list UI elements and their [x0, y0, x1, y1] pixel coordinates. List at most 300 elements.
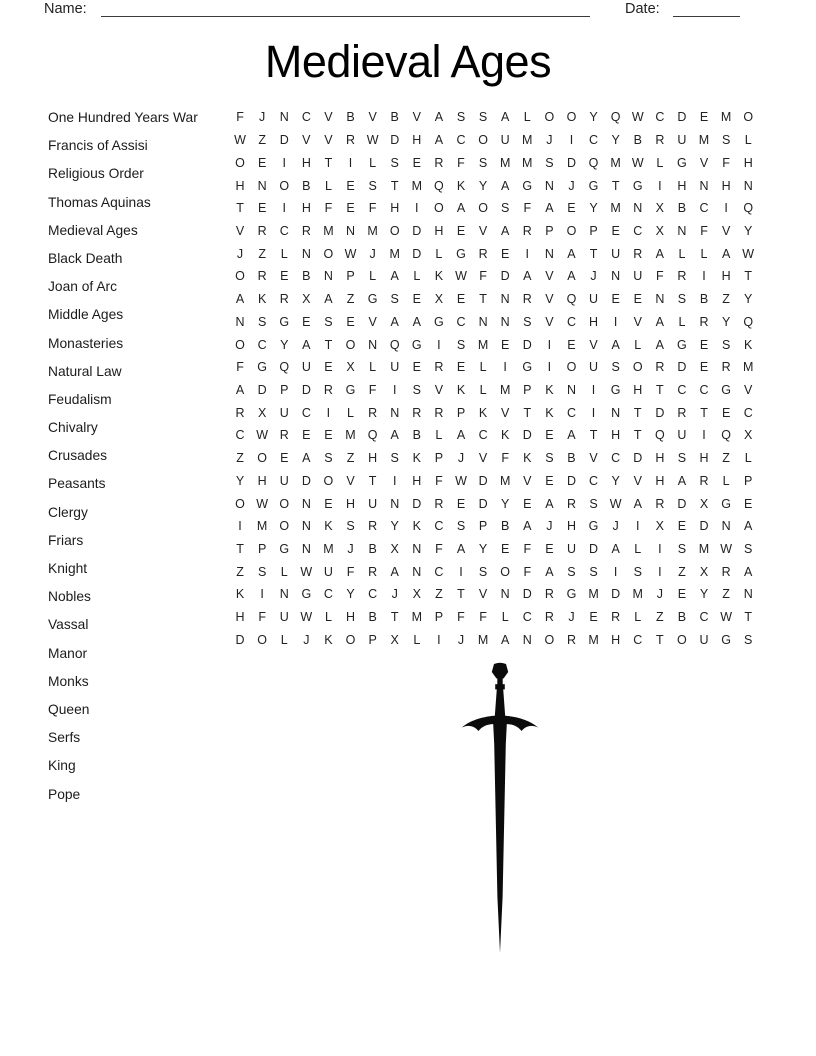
grid-letter: H	[301, 201, 311, 216]
grid-letter: R	[346, 133, 356, 148]
grid-letter: E	[523, 496, 532, 511]
grid-letter: A	[434, 110, 444, 125]
grid-letter: D	[412, 246, 422, 261]
grid-letter: E	[346, 178, 355, 193]
grid-letter: V	[721, 223, 731, 238]
grid-letter: V	[699, 155, 709, 170]
grid-letter: W	[366, 133, 379, 148]
grid-letter: M	[698, 542, 710, 557]
word-item: Black Death	[48, 250, 123, 266]
grid-letter: C	[456, 314, 466, 329]
grid-letter: C	[301, 110, 311, 125]
grid-letter: Z	[722, 587, 730, 602]
grid-letter: B	[346, 110, 355, 125]
grid-letter: O	[235, 155, 245, 170]
grid-letter: Y	[478, 178, 488, 193]
grid-letter: C	[456, 133, 466, 148]
grid-letter: T	[390, 610, 399, 625]
grid-letter: O	[677, 632, 687, 647]
grid-letter: D	[412, 223, 422, 238]
word-item: Natural Law	[48, 363, 122, 379]
word-item: Peasants	[48, 476, 106, 492]
grid-letter: D	[677, 110, 687, 125]
word-item: Serfs	[48, 730, 81, 746]
grid-letter: E	[677, 587, 687, 602]
grid-letter: M	[411, 610, 422, 625]
grid-letter: V	[478, 451, 488, 466]
grid-letter: N	[301, 519, 311, 534]
grid-letter: E	[699, 337, 709, 352]
grid-letter: O	[632, 360, 643, 375]
grid-letter: T	[236, 201, 244, 216]
grid-letter: Q	[588, 155, 599, 170]
grid-letter: W	[455, 269, 467, 284]
grid-letter: E	[346, 201, 355, 216]
grid-letter: H	[721, 269, 731, 284]
grid-letter: F	[523, 201, 532, 216]
grid-letter: J	[568, 610, 575, 625]
grid-letter: J	[236, 246, 244, 261]
grid-letter: W	[300, 564, 313, 579]
grid-letter: P	[434, 610, 444, 625]
grid-letter: Y	[478, 542, 488, 557]
grid-letter: X	[412, 587, 421, 602]
grid-letter: R	[677, 405, 687, 420]
grid-letter: P	[280, 382, 289, 397]
grid-letter: S	[390, 292, 399, 307]
grid-letter: A	[235, 292, 245, 307]
grid-letter: I	[437, 337, 441, 352]
grid-letter: R	[655, 496, 665, 511]
grid-letter: M	[610, 155, 621, 170]
grid-letter: L	[280, 564, 288, 579]
sword-silhouette	[462, 663, 538, 953]
grid-letter: T	[523, 405, 532, 420]
grid-letter: I	[591, 405, 596, 420]
grid-letter: J	[546, 519, 553, 534]
grid-letter: N	[611, 269, 621, 284]
grid-letter: A	[235, 382, 245, 397]
grid-letter: I	[658, 564, 662, 579]
grid-letter: M	[588, 632, 599, 647]
grid-letter: W	[631, 155, 644, 170]
grid-letter: R	[434, 405, 444, 420]
grid-letter: R	[633, 246, 643, 261]
grid-letter: P	[346, 269, 355, 284]
grid-letter: D	[566, 155, 576, 170]
grid-letter: I	[459, 564, 463, 579]
grid-letter: Q	[279, 360, 290, 375]
word-item: Clergy	[48, 504, 88, 520]
grid-letter: A	[655, 314, 664, 329]
grid-letter: G	[279, 542, 290, 557]
grid-letter: D	[522, 428, 532, 443]
grid-letter: X	[390, 542, 399, 557]
grid-letter: V	[368, 110, 377, 125]
grid-letter: A	[434, 133, 444, 148]
grid-letter: G	[345, 382, 356, 397]
word-item: Francis of Assisi	[48, 138, 148, 154]
grid-letter: L	[678, 314, 686, 329]
grid-letter: H	[611, 428, 621, 443]
grid-letter: L	[324, 610, 332, 625]
grid-letter: S	[523, 314, 532, 329]
word-item: Monasteries	[48, 335, 124, 351]
grid-letter: F	[457, 610, 465, 625]
grid-letter: A	[456, 428, 466, 443]
grid-letter: T	[633, 405, 642, 420]
grid-letter: B	[699, 292, 709, 307]
grid-letter: P	[545, 223, 554, 238]
grid-letter: A	[545, 496, 554, 511]
grid-letter: O	[566, 360, 577, 375]
grid-letter: S	[633, 564, 642, 579]
grid-letter: E	[302, 314, 311, 329]
grid-letter: F	[435, 473, 443, 488]
grid-letter: E	[699, 360, 709, 375]
grid-letter: Q	[389, 337, 400, 352]
grid-letter: G	[721, 382, 731, 397]
grid-letter: J	[369, 246, 376, 261]
grid-letter: M	[477, 632, 489, 647]
grid-letter: L	[678, 246, 686, 261]
grid-letter: A	[744, 564, 753, 579]
grid-letter: E	[501, 542, 510, 557]
grid-letter: U	[677, 428, 687, 443]
grid-letter: G	[721, 632, 731, 647]
grid-letter: I	[702, 428, 706, 443]
grid-letter: L	[369, 360, 377, 375]
grid-letter: C	[235, 428, 245, 443]
grid-letter: D	[522, 337, 532, 352]
grid-letter: R	[522, 223, 532, 238]
grid-letter: E	[324, 428, 333, 443]
word-search-grid	[229, 106, 759, 651]
grid-letter: F	[501, 451, 509, 466]
grid-letter: O	[544, 632, 555, 647]
grid-letter: G	[610, 382, 621, 397]
grid-letter: S	[412, 382, 421, 397]
word-item: Monks	[48, 673, 89, 689]
grid-letter: F	[656, 269, 664, 284]
grid-letter: M	[411, 178, 422, 193]
grid-letter: C	[699, 610, 709, 625]
grid-letter: Q	[610, 110, 621, 125]
grid-letter: E	[412, 292, 421, 307]
grid-letter: K	[235, 587, 245, 602]
grid-letter: W	[609, 496, 622, 511]
grid-letter: Z	[258, 246, 266, 261]
date-fill-line	[673, 16, 740, 17]
grid-letter: H	[412, 473, 422, 488]
grid-letter: R	[655, 360, 665, 375]
grid-letter: G	[257, 360, 267, 375]
grid-letter: J	[347, 542, 354, 557]
grid-letter: E	[611, 292, 620, 307]
grid-letter: L	[700, 246, 708, 261]
grid-letter: M	[720, 110, 732, 125]
grid-letter: A	[324, 292, 333, 307]
grid-letter: J	[546, 133, 553, 148]
grid-letter: A	[390, 269, 399, 284]
grid-letter: A	[501, 223, 510, 238]
grid-letter: I	[326, 405, 331, 420]
grid-letter: K	[412, 519, 421, 534]
grid-letter: V	[434, 382, 444, 397]
grid-letter: L	[634, 542, 642, 557]
grid-letter: L	[347, 405, 354, 420]
grid-letter: P	[523, 382, 532, 397]
grid-letter: X	[302, 292, 311, 307]
grid-letter: A	[655, 246, 664, 261]
grid-letter: C	[301, 405, 311, 420]
grid-letter: W	[720, 610, 733, 625]
grid-letter: C	[566, 314, 576, 329]
grid-letter: R	[721, 360, 731, 375]
grid-letter: V	[545, 269, 554, 284]
grid-letter: M	[345, 428, 356, 443]
grid-letter: F	[236, 110, 244, 125]
grid-letter: D	[412, 496, 422, 511]
grid-letter: D	[566, 473, 576, 488]
grid-letter: D	[257, 382, 267, 397]
word-item: Friars	[48, 532, 84, 548]
grid-letter: A	[501, 110, 510, 125]
grid-letter: P	[368, 632, 377, 647]
grid-letter: B	[677, 610, 687, 625]
grid-letter: A	[611, 337, 620, 352]
grid-letter: A	[456, 542, 466, 557]
grid-letter: F	[236, 360, 244, 375]
grid-letter: H	[677, 178, 687, 193]
grid-letter: D	[589, 542, 599, 557]
grid-letter: X	[655, 223, 664, 238]
grid-letter: Q	[367, 428, 378, 443]
grid-letter: Q	[566, 292, 577, 307]
grid-letter: W	[256, 496, 269, 511]
grid-letter: A	[633, 496, 642, 511]
grid-letter: S	[677, 451, 687, 466]
grid-letter: W	[234, 133, 246, 148]
grid-letter: H	[611, 632, 621, 647]
grid-letter: K	[324, 632, 333, 647]
grid-letter: P	[478, 519, 488, 534]
grid-letter: F	[479, 610, 487, 625]
grid-letter: H	[633, 382, 643, 397]
grid-letter: H	[721, 178, 731, 193]
grid-letter: V	[633, 473, 642, 488]
grid-letter: N	[346, 223, 356, 238]
grid-letter: D	[500, 269, 510, 284]
grid-letter: A	[567, 269, 576, 284]
grid-letter: M	[499, 473, 511, 488]
grid-letter: U	[390, 360, 400, 375]
grid-letter: M	[632, 587, 643, 602]
grid-letter: O	[235, 269, 245, 284]
grid-letter: M	[698, 133, 710, 148]
grid-letter: T	[611, 178, 620, 193]
grid-letter: S	[346, 519, 355, 534]
grid-letter: D	[522, 587, 532, 602]
grid-letter: R	[257, 223, 267, 238]
grid-letter: W	[742, 246, 755, 261]
grid-letter: R	[699, 314, 709, 329]
grid-letter: F	[700, 223, 708, 238]
grid-letter: X	[699, 564, 709, 579]
grid-letter: U	[633, 269, 643, 284]
grid-letter: J	[391, 587, 398, 602]
grid-letter: C	[633, 632, 643, 647]
sword-icon	[461, 661, 539, 961]
grid-letter: G	[522, 360, 533, 375]
grid-letter: S	[589, 496, 598, 511]
grid-letter: E	[611, 223, 620, 238]
grid-letter: E	[412, 155, 421, 170]
grid-letter: V	[545, 314, 554, 329]
grid-letter: H	[257, 473, 267, 488]
word-item: Manor	[48, 645, 88, 661]
grid-letter: Q	[654, 428, 665, 443]
grid-letter: Y	[589, 201, 598, 216]
name-label: Name:	[44, 1, 87, 17]
grid-letter: J	[568, 178, 575, 193]
grid-letter: L	[634, 610, 642, 625]
grid-letter: L	[324, 178, 332, 193]
grid-letter: N	[301, 496, 311, 511]
grid-letter: S	[589, 564, 598, 579]
grid-letter: G	[588, 519, 599, 534]
grid-letter: Y	[611, 133, 620, 148]
word-item: Middle Ages	[48, 307, 124, 323]
grid-letter: N	[323, 269, 333, 284]
grid-letter: G	[566, 587, 577, 602]
grid-letter: A	[412, 314, 421, 329]
grid-letter: C	[434, 519, 444, 534]
grid-letter: I	[613, 314, 618, 329]
grid-letter: A	[567, 246, 576, 261]
grid-letter: L	[280, 246, 288, 261]
grid-letter: E	[324, 496, 333, 511]
grid-letter: I	[525, 246, 529, 261]
grid-letter: H	[434, 223, 444, 238]
grid-letter: L	[744, 133, 752, 148]
grid-letter: E	[545, 542, 554, 557]
grid-letter: V	[501, 405, 510, 420]
grid-letter: S	[721, 133, 731, 148]
grid-letter: U	[500, 133, 510, 148]
grid-letter: V	[744, 382, 753, 397]
grid-letter: O	[345, 632, 356, 647]
grid-letter: N	[611, 405, 621, 420]
grid-letter: M	[367, 223, 378, 238]
grid-letter: G	[411, 337, 422, 352]
grid-letter: N	[412, 542, 422, 557]
grid-letter: T	[700, 405, 708, 420]
grid-letter: G	[721, 496, 731, 511]
grid-letter: E	[280, 451, 289, 466]
grid-letter: G	[632, 178, 643, 193]
grid-letter: Y	[699, 587, 709, 602]
grid-letter: G	[301, 587, 312, 602]
grid-letter: N	[655, 292, 665, 307]
grid-letter: K	[744, 337, 753, 352]
grid-letter: R	[323, 382, 333, 397]
grid-letter: I	[503, 360, 507, 375]
grid-letter: K	[545, 405, 554, 420]
grid-letter: R	[478, 246, 488, 261]
grid-letter: R	[721, 564, 731, 579]
grid-letter: E	[721, 405, 731, 420]
grid-letter: S	[744, 542, 753, 557]
grid-letter: D	[677, 360, 687, 375]
grid-letter: H	[566, 519, 576, 534]
grid-letter: N	[633, 201, 643, 216]
grid-letter: E	[744, 496, 753, 511]
grid-letter: Y	[721, 314, 731, 329]
grid-letter: I	[591, 382, 596, 397]
grid-letter: Y	[346, 587, 355, 602]
grid-letter: F	[258, 610, 266, 625]
grid-letter: X	[655, 519, 664, 534]
grid-letter: S	[257, 314, 267, 329]
grid-letter: Y	[744, 223, 753, 238]
grid-letter: Y	[501, 496, 510, 511]
grid-letter: L	[280, 632, 288, 647]
grid-letter: E	[346, 314, 355, 329]
grid-letter: I	[415, 201, 419, 216]
grid-letter: N	[721, 519, 731, 534]
grid-letter: R	[434, 496, 444, 511]
grid-letter: L	[435, 428, 443, 443]
grid-letter: Y	[280, 337, 289, 352]
grid-letter: B	[368, 542, 377, 557]
grid-letter: F	[368, 201, 377, 216]
grid-letter: C	[589, 473, 599, 488]
grid-letter: B	[677, 201, 687, 216]
grid-letter: L	[656, 155, 664, 170]
grid-letter: H	[589, 314, 599, 329]
grid-letter: S	[721, 337, 731, 352]
grid-letter: F	[457, 155, 465, 170]
grid-letter: N	[279, 587, 289, 602]
grid-letter: Z	[346, 451, 355, 466]
grid-letter: F	[523, 564, 532, 579]
grid-letter: V	[302, 133, 311, 148]
grid-letter: O	[743, 110, 754, 125]
grid-letter: E	[456, 223, 466, 238]
grid-letter: O	[345, 337, 356, 352]
grid-letter: M	[389, 246, 400, 261]
grid-letter: V	[589, 337, 598, 352]
grid-letter: A	[302, 337, 311, 352]
grid-letter: E	[633, 292, 642, 307]
grid-letter: H	[412, 133, 422, 148]
grid-letter: M	[323, 223, 334, 238]
grid-letter: V	[235, 223, 245, 238]
grid-letter: N	[257, 178, 267, 193]
grid-letter: B	[368, 610, 377, 625]
grid-letter: R	[257, 269, 267, 284]
grid-letter: S	[456, 110, 466, 125]
grid-letter: Z	[236, 564, 244, 579]
grid-letter: F	[346, 564, 355, 579]
grid-letter: R	[279, 292, 289, 307]
grid-letter: K	[456, 382, 466, 397]
grid-letter: W	[455, 473, 467, 488]
grid-letter: R	[699, 473, 709, 488]
grid-letter: I	[282, 201, 286, 216]
grid-letter: N	[500, 587, 510, 602]
